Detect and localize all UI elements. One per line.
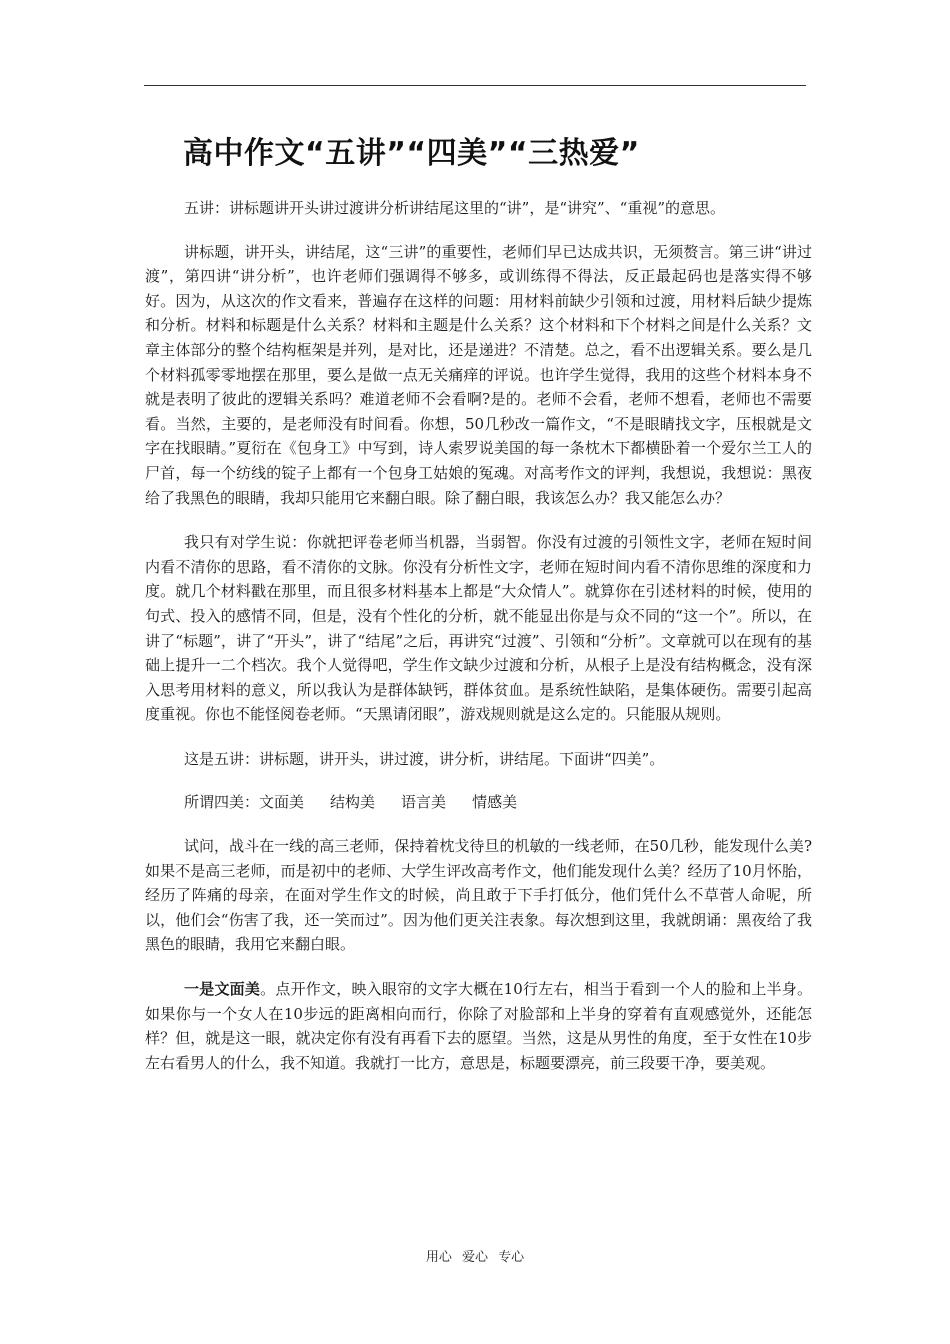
paragraph-five-lectures-intro: 五讲：讲标题讲开头讲过渡讲分析讲结尾这里的“讲”，是“讲究”、“重视”的意思。 — [184, 199, 726, 217]
page-title: 高中作文“五讲”“四美”“三热爱” — [183, 136, 640, 171]
page-footer: 用心 爱心 专心 — [425, 1250, 525, 1265]
paragraph-four-beauties — [145, 790, 812, 815]
beauty-term: 情感美 — [472, 793, 518, 812]
first-beauty-text: 。点开作文，映入眼帘的文字大概在10行左右，相当于看到一个人的脸和上半身。如果你与一个女人在10步远的距离相向而行，你除了对脸部和上半身的穿着有直观感觉外，还能怎样？但，就是这一眼，就决定你有没有再看下去的愿望。当然，这是从男性的角度，至于女性在10步左右看男人的什么，我不知道。我就打一比方，意思是，标题要漂亮，前三段要干净，要美观。 — [145, 980, 812, 1072]
paragraph-advice-to-students: 我只有对学生说：你就把评卷老师当机器，当弱智。你没有过渡的引领性文字，老师在短时间内看不清你的思路，看不清你的文脉。你没有分析性文字，老师在短时间内看不清你思维的深度和力度。就几个材料戳在那里，而且很多材料基本上都是“大众情人”。就算你在引述材料的时候，使用的句式、投入的感情不同，但是，没有个性化的分析，就不能显出你是与众不同的“这一个”。所以，在讲了“标题”，讲了“开头”，讲了“结尾”之后，再讲究“过渡”、引领和“分析”。文章就可以在现有的基础上提升一二个档次。我个人觉得吧，学生作文缺少过渡和分析，从根子上是没有结构概念，没有深入思考用材料的意义，所以我认为是群体缺钙，群体贫血。是系统性缺陷，是集体硬伤。需要引起高度重视。你也不能怪阅卷老师。“天黑请闭眼”，游戏规则就是这么定的。只能服从规则。 — [145, 533, 812, 724]
first-beauty-heading: 一是文面美 — [184, 980, 261, 999]
beauty-term: 结构美 — [330, 793, 376, 812]
beauty-term: 语言美 — [401, 793, 447, 812]
paragraph-question: 试问，战斗在一线的高三老师，保持着枕戈待旦的机敏的一线老师，在50几秒，能发现什么美?如果不是高三老师，而是初中的老师、大学生评改高考作文，他们能发现什么美？经历了10月怀胎，经历了阵痛的母亲，在面对学生作文的时候，尚且敢于下手打低分，他们凭什么不草菅人命呢，所以，他们会“伤害了我，还一笑而过”。因为他们更关注表象。每次想到这里，我就朗诵：黑夜给了我黑色的眼睛，我用它来翻白眼。 — [145, 837, 812, 954]
four-beauties-label: 所谓四美： — [184, 793, 260, 812]
paragraph-first-beauty — [145, 977, 812, 1075]
paragraph-lecture-importance: 讲标题，讲开头，讲结尾，这“三讲”的重要性，老师们早已达成共识，无须赘言。第三讲“讲过渡”，第四讲“讲分析”，也许老师们强调得不够多，或训练得不得法，反正最起码也是落实得不够好。因为，从这次的作文看来，普遍存在这样的问题：用材料前缺少引领和过渡，用材料后缺少提炼和分析。材料和标题是什么关系？材料和主题是什么关系？这个材料和下个材料之间是什么关系？文章主体部分的整个结构框架是并列，是对比，还是递进？不清楚。总之，看不出逻辑关系。要么是几个材料孤零零地摆在那里，要么是做一点无关痛痒的评说。也许学生觉得，我用的这些个材料本身不就是表明了彼此的逻辑关系吗？难道老师不会看啊?是的。老师不会看，老师不想看，老师也不需要看。当然，主要的，是老师没有时间看。你想，50几秒改一篇作文，“不是眼睛找文字，压根就是文字在找眼睛。”夏衍在《包身工》中写到，诗人索罗说美国的每一条枕木下都横卧着一个爱尔兰工人的尸首，每一个纺线的锭子上都有一个包身工姑娘的冤魂。对高考作文的评判，我想说，我想说：黑夜给了我黑色的眼睛，我却只能用它来翻白眼。除了翻白眼，我该怎么办？我又能怎么办？ — [145, 242, 812, 507]
document-body — [145, 196, 812, 1095]
header-rule — [144, 85, 806, 86]
beauty-term: 文面美 — [259, 793, 305, 812]
paragraph-five-lectures-summary: 这是五讲：讲标题，讲开头，讲过渡，讲分析，讲结尾。下面讲“四美”。 — [184, 749, 665, 768]
